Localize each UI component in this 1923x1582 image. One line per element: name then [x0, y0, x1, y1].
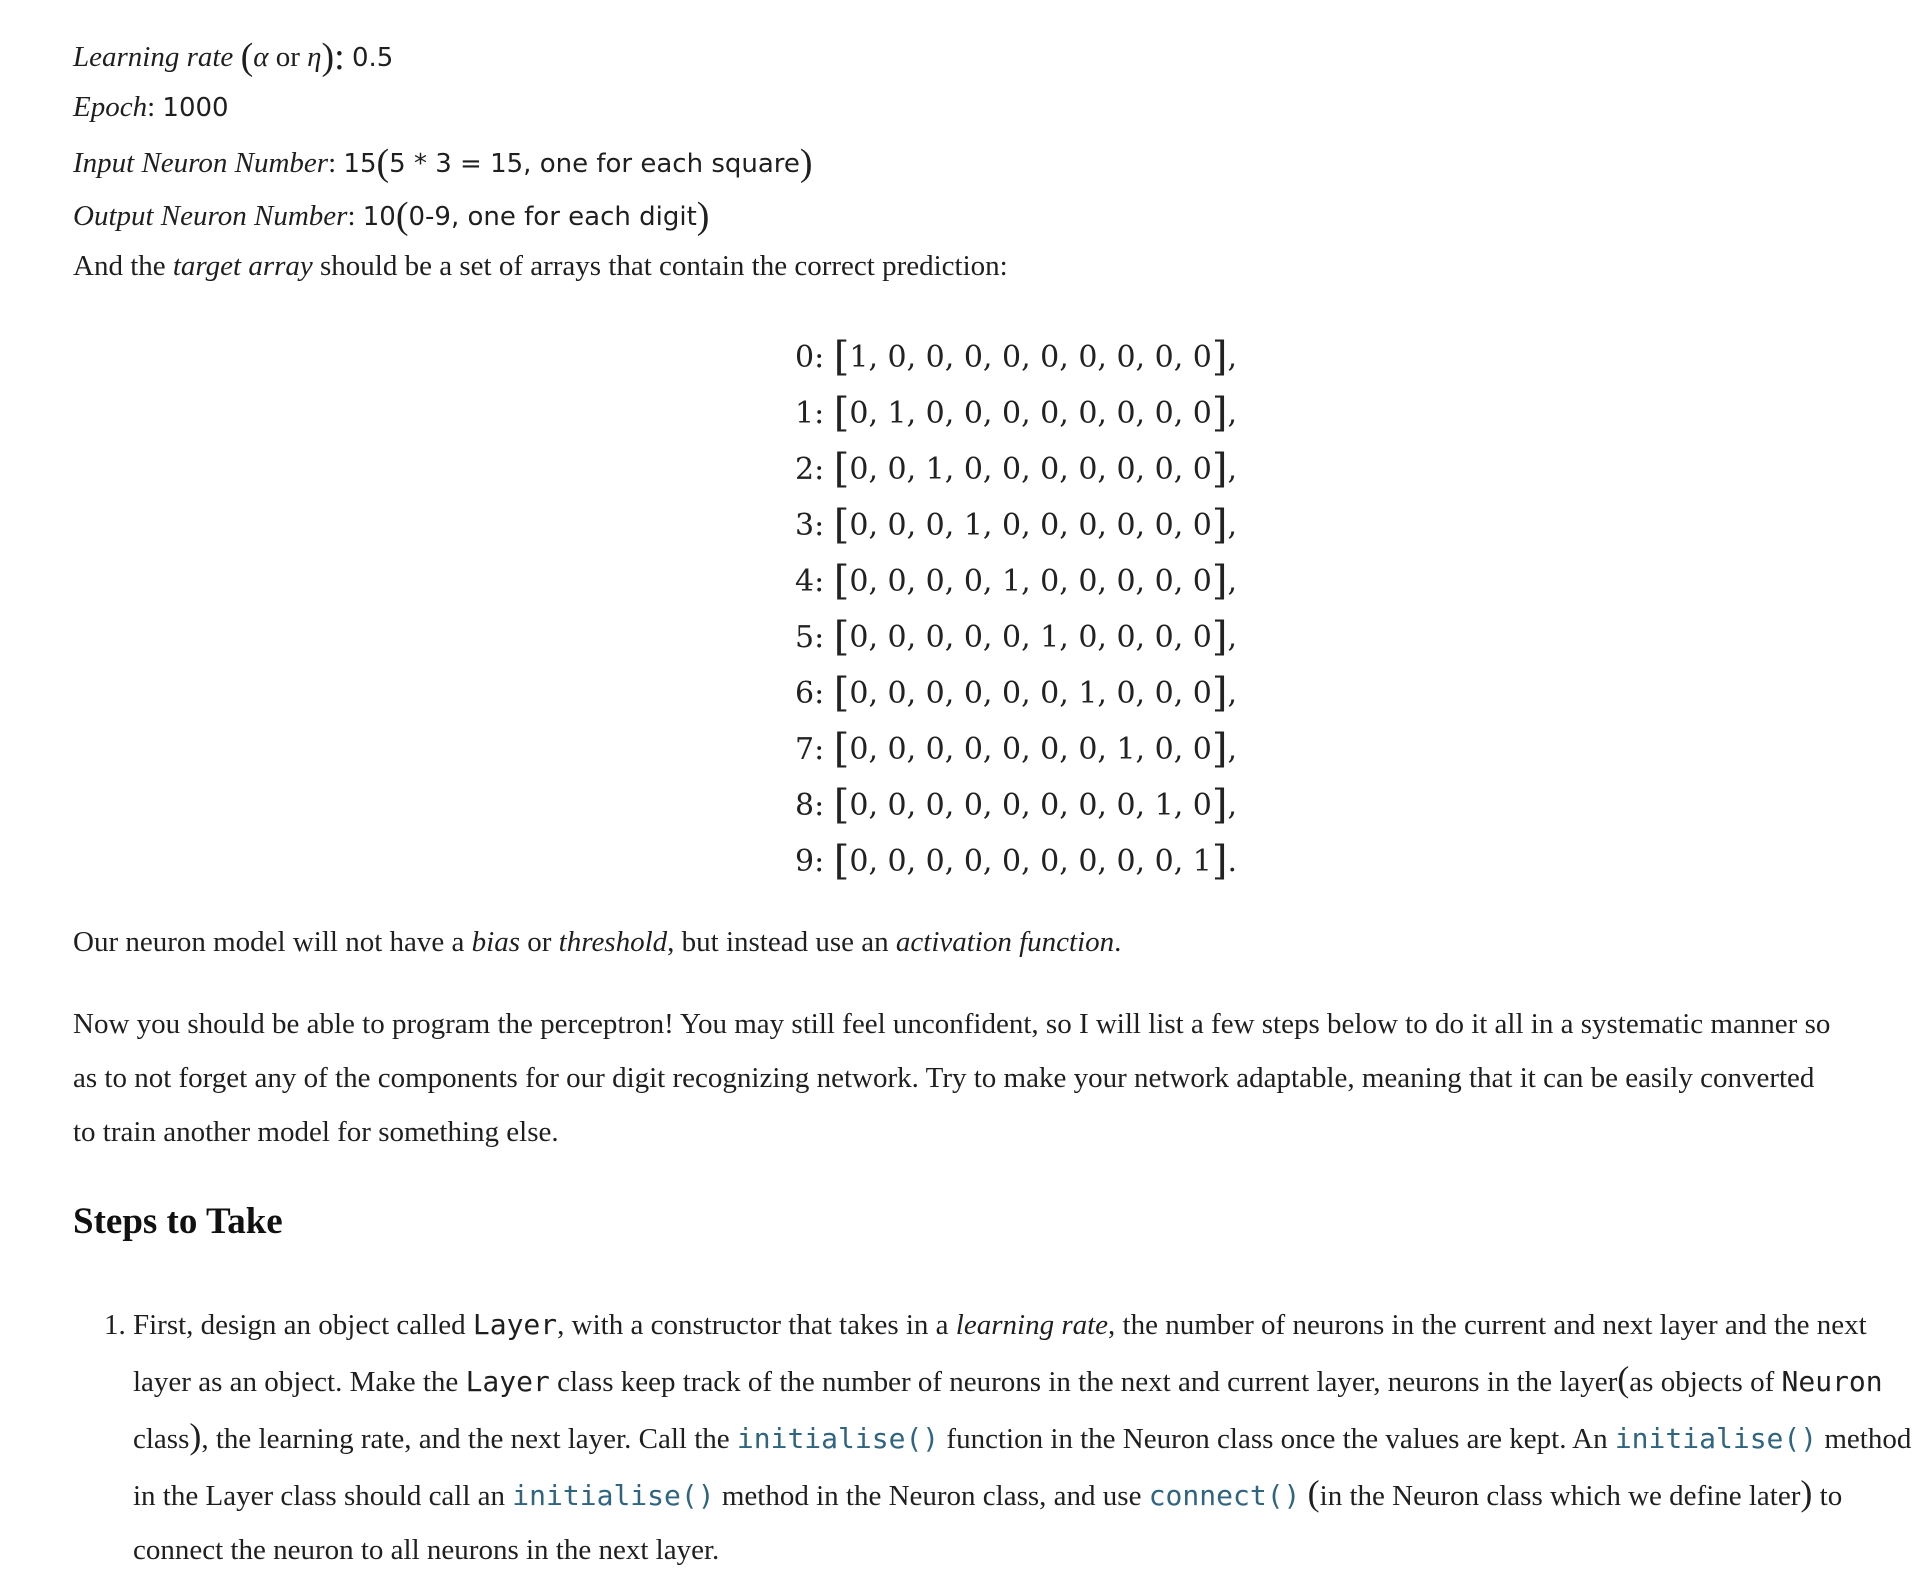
param-label: Input Neuron Number	[73, 147, 329, 179]
steps-list	[73, 1298, 1923, 1577]
list-item: 1. First, design an object called Layer, with a constructor that takes in a learning rate, the number of neurons in the current and next layer and the next layer as an object. Make the Layer class keep track of the number of neurons in the next and current layer, neurons in the layer(as objects of Neuron class), the learning rate, and the next layer. Call the initialise() function in the Neuron class once the values are kept. An initialise() method in the Layer class should call an initialise() method in the Neuron class, and use connect() (in the Neuron class which we define later) to connect the neuron to all neurons in the next layer.	[133, 1298, 1923, 1577]
param-input-neurons: Input Neuron Number: 15(5 * 3 = 15, one for each square)	[73, 142, 813, 184]
code-initialise: initialise()	[512, 1479, 715, 1512]
target-vector-row: 5: [0, 0, 0, 0, 0, 1, 0, 0, 0, 0],	[795, 614, 1238, 660]
code-initialise: initialise()	[1614, 1422, 1818, 1455]
param-value: 0.5	[351, 43, 394, 73]
intro-paragraph: Now you should be able to program the perceptron! You may still feel unconfident, so I will list a few steps below to do it all in a systematic manner so as to not forget any of the components for our digit recognizing network. Try to make your network adaptable, meaning that it can be easily converted to train another model for something else.	[73, 1008, 1831, 1148]
target-vector-row: 0: [1, 0, 0, 0, 0, 0, 0, 0, 0, 0],	[795, 334, 1238, 380]
code-initialise: initialise()	[736, 1422, 940, 1455]
target-vectors-block	[795, 326, 1237, 886]
section-heading: Steps to Take	[73, 1201, 283, 1242]
code-connect: connect()	[1148, 1479, 1301, 1512]
target-vector-row: 8: [0, 0, 0, 0, 0, 0, 0, 0, 1, 0],	[795, 782, 1238, 828]
target-vector-row: 2: [0, 0, 1, 0, 0, 0, 0, 0, 0, 0],	[795, 446, 1238, 492]
param-label: Learning rate	[73, 41, 234, 73]
param-label: Output Neuron Number	[73, 200, 348, 232]
target-vector-row: 1: [0, 1, 0, 0, 0, 0, 0, 0, 0, 0],	[795, 390, 1238, 436]
param-value: 15	[343, 149, 377, 179]
target-vector-row: 4: [0, 0, 0, 0, 1, 0, 0, 0, 0, 0],	[795, 558, 1238, 604]
param-output-neurons: Output Neuron Number: 10(0-9, one for each digit)	[73, 195, 710, 237]
param-epoch: Epoch: 1000	[73, 91, 229, 123]
target-intro: And the target array should be a set of arrays that contain the correct prediction:	[73, 250, 1008, 282]
target-vector-row: 3: [0, 0, 0, 1, 0, 0, 0, 0, 0, 0],	[795, 502, 1238, 548]
param-label: Epoch	[73, 91, 148, 123]
target-vector-row: 7: [0, 0, 0, 0, 0, 0, 0, 1, 0, 0],	[795, 726, 1238, 772]
param-value: 1000	[162, 93, 229, 123]
target-vector-row: 9: [0, 0, 0, 0, 0, 0, 0, 0, 0, 1].	[795, 838, 1238, 884]
neuron-model-sentence: Our neuron model will not have a bias or threshold, but instead use an activation function.	[73, 926, 1122, 958]
target-vector-row: 6: [0, 0, 0, 0, 0, 0, 1, 0, 0, 0],	[795, 670, 1238, 716]
param-value: 10	[362, 202, 396, 232]
param-learning-rate: Learning rate (α or η): 0.5	[73, 36, 394, 78]
